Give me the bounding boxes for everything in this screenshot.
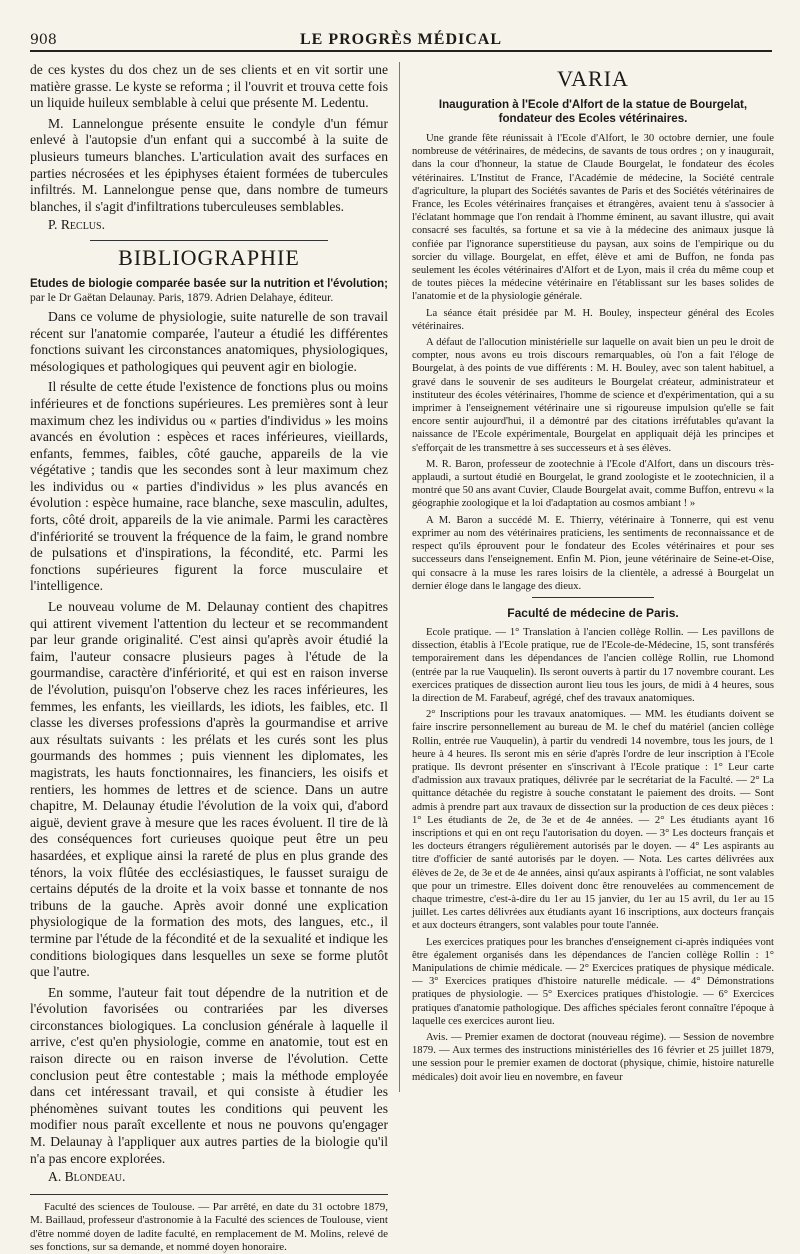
note-toulouse: Faculté des sciences de Toulouse. — Par arrêté, en date du 31 octobre 1879, M. Baillaud, professeur d'astronomie à la Faculté des sciences de Toulouse, vient d'être nommé doyen de ladite faculté, en remplacement de M. Molins, relevé de ses fonctions, sur sa demande, et nommé doyen honoraire. <box>30 1200 388 1254</box>
paragraph-intro: de ces kystes du dos chez un de ses clients et en vit sortir une matière grasse. Le kyste se reforma ; il l'ouvrit et trouva cette fois un liquide huileux semblable à celui que présente M. Ledentu. <box>30 62 388 111</box>
faculte-paragraph-1: Ecole pratique. — 1° Translation à l'ancien collège Rollin. — Les pavillons de dissection, établis à l'Ecole pratique, rue de l'Ecole-de-Médecine, 15, sont transférés temporairement dans les dépendances de l'ancien collège Rollin, rue Lhomond (entrée par la rue Vauquelin). Ils seront ouverts à partir du 17 novembre courant. Les exercices pratiques de dissection auront lieu tous les jours, de midi à 4 heures, sous la direction de M. Farabeuf, agrégé, chef des travaux anatomiques. <box>412 626 774 704</box>
paragraph-lannelongue: M. Lannelongue présente ensuite le condyle d'un fémur enlevé à l'autopsie d'un enfant qui a succombé à la suite de plusieurs tumeurs blanches. L'articulation avait des surfaces en parties nécrosées et les épiphyses étaient formées de tubercules infiltrés. M. Lannelongue pense que, dans nombre de tumeurs blanches, il s'agit d'infiltrations tuberculeuses semblables. <box>30 115 388 214</box>
book-reference <box>30 277 388 305</box>
page-number: 908 <box>30 32 57 48</box>
signature-blondeau: A. Blondeau. <box>48 1169 126 1185</box>
book-title: Etudes de biologie comparée basée sur la nutrition et l'évolution; <box>30 277 388 290</box>
section-title-varia: VARIA <box>557 66 629 91</box>
page-header <box>30 28 772 52</box>
varia-paragraph-5: A M. Baron a succédé M. E. Thierry, vétérinaire à Tonnerre, qui est venu exprimer au nom des vétérinaires praticiens, les sentiments de reconnaissance et de respect qu'ils éprouvent pour le fondateur des Ecoles vétérinaires et pour ses successeurs dans l'enseignement. Enfin M. Pion, jeune vétérinaire de Seine-et-Oise, qui consacre à la muse les rares loisirs de la clientèle, a adressé à Bourgelat un dernier éloge dans le langage des dieux. <box>412 514 774 592</box>
article-divider <box>532 597 654 598</box>
faculte-paragraph-2: 2° Inscriptions pour les travaux anatomiques. — MM. les étudiants doivent se faire inscrire personnellement au bureau de M. le chef du matériel (ancien collège Rollin, entrée rue Vauquelin), à partir du vendredi 14 novembre, tous les jours, de 1 heure à 4 heures. Ils seront mis en série d'après l'ordre de leur inscription à l'Ecole pratique. Ils devront présenter en s'inscrivant à l'Ecole pratique : 1° Leur carte d'admission aux travaux pratiques, délivrée par le secrétariat de la Faculté. — 2° La quittance détachée du registre à souche constatant le paiement des droits. — Sont admis à prendre part aux travaux de dissection sur la production de ces deux pièces : 1° Les étudiants de 2e, de 3e et de 4e années. — 2° Les étudiants ayant 16 inscriptions et qui en ont reçu l'autorisation du doyen. — 3° Les docteurs français et les docteurs étrangers régulièrement autorisés par le doyen. — 4° Les aspirants au titre d'officier de santé autorisés par le doyen. — Nota. Les cartes délivrées aux élèves de 2e, de 3e et de 4e années, ainsi qu'aux aspirants à l'officiat, ne sont valables que pour un trimestre. Elles doivent donc être renouvelées au commencement de chaque trimestre, c'est-à-dire du 1er au 15 janvier, du 1er au 15 avril, du 1er au 15 juillet. Les cartes délivrées aux étudiants ayant 16 inscriptions, aux docteurs français et aux docteurs étrangers, sont valables pour toute l'année. <box>412 709 774 932</box>
review-paragraph-2: Il résulte de cette étude l'existence de fonctions plus ou moins inférieures et de fonctions supérieures. Les premières sont à leur maximum chez les individus ou « parties d'individus » les moins avancés en évolution : espèces et races inférieures, vieillards, enfants, femmes, faibles, côté gauche, appareils de la vie végétative ; tandis que les secondes sont à leur maximum chez les individus ou « parties d'individus » les plus avancés en évolution : espèce humaine, race blanche, sexe masculin, adultes, forts, côté droit, appareils de la vie animale. Parmi les caractères d'infériorité se trouvent la fréquence de la faim, le grand nombre de pulsations et d'inspirations, la fécondité, etc. Parmi les fonctions supérieures figurent la force musculaire et l'intelligence. <box>30 379 388 594</box>
varia-paragraph-3: A défaut de l'allocution ministérielle sur laquelle on avait bien un peu le droit de compter, nous avons eu trois discours remarquables, où l'on a fait l'éloge de Bourgelat, à des points de vue différents : M. H. Bouley, avec son talent habituel, a gravé dans le souvenir de ses auditeurs le Bourgelat créateur, administrateur et instituteur des écoles vétérinaires, l'homme de science et d'expérimentation, qui a su imprimer à l'enseignement vétérinaire une si rigoureuse impulsion qu'elle se fait encore sentir aujourd'hui, il a démontré par des citations irréfutables qu'avant la naissance de l'Ecole expérimentale, Bourgelat en appliquait déjà les principes et s'efforçait de les transmettre à ses successeurs et à ses élèves. <box>412 337 774 454</box>
section-title-bibliographie: BIBLIOGRAPHIE <box>118 244 300 270</box>
article-heading-faculte: Faculté de médecine de Paris. <box>507 605 679 620</box>
faculte-paragraph-3: Les exercices pratiques pour les branches d'enseignement ci-après indiquées vont être également organisés dans les dépendances de l'ancien collège Rollin : 1° Manipulations de chimie médicale. — 2° Exercices pratiques de physique médicale. — 3° Exercices pratiques d'histoire naturelle médicale. — 4° Démonstrations pratiques de physiologie. — 5° Exercices pratiques d'histologie. — 6° Exercices pratiques d'anatomie pathologique. Des affiches spéciales feront connaître l'époque à laquelle ces exercices auront lieu. <box>412 936 774 1027</box>
varia-paragraph-2: La séance était présidée par M. H. Bouley, inspecteur général des Ecoles vétérinaires. <box>412 307 774 332</box>
faculte-paragraph-4: Avis. — Premier examen de doctorat (nouveau régime). — Session de novembre 1879. — Aux termes des instructions ministérielles des 16 février et 25 juillet 1879, une session pour le premier examen de doctorat (physique, chimie, histoire naturelle médicales) doit avoir lieu en novembre, en faveur <box>412 1032 774 1083</box>
article-heading-bourgelat: Inauguration à l'Ecole d'Alfort de la statue de Bourgelat, fondateur des Ecoles vétérinaires. <box>438 98 748 125</box>
signature-reclus: P. Reclus. <box>48 217 105 233</box>
review-paragraph-3: Le nouveau volume de M. Delaunay contient des chapitres qui attirent vivement l'attention du lecteur et se recommandent par leur grande originalité. C'est ainsi qu'après avoir étudié la faim, l'auteur consacre plusieurs pages à l'étude de la gourmandise, caractère d'infériorité, et qui est en raison inverse de l'évolution, puisqu'on l'observe chez les races inférieures, les femmes, les enfants, les vieillards, les idiots, les faibles, etc. Il classe les diverses professions d'après la gourmandise et arrive aux résultats suivants : les prélats et les curés sont les plus gourmands des hommes ; puis viennent les diplomates, les magistrats, les hauts fonctionnaires, les financiers, les oisifs et rentiers, les hommes de lettres et de science. Dans un autre chapitre, M. Delaunay étudie l'évolution de la voix qui, d'abord aiguë, devient grave à mesure que les races évoluent. Il tire de là des conséquences fort curieuses quoique peut être un peu hasardées, et explique ainsi la rareté de plus en plus grande des ténors, la voix flûtée des ecclésiastiques, le fausset suraigu de certains députés de la droite et la voix basse et tonnante de nos tribuns de la gauche. Après avoir donné une explication physiologique de la formation des mots, des langues, etc., il termine par l'étude de la fécondité et de la sexualité et indique les conditions biologiques dans lesquelles un sexe se forme plutôt que l'autre. <box>30 599 388 980</box>
book-details: par le Dr Gaëtan Delaunay. Paris, 1879. Adrien Delahaye, éditeur. <box>30 291 334 304</box>
review-paragraph-1: Dans ce volume de physiologie, suite naturelle de son travail récent sur l'anatomie comparée, l'auteur a étudié les différentes fonctions suivant les circonstances anatomiques, physiologiques, mésologiques et pathologiques qui peuvent agir en biologie. <box>30 308 388 374</box>
left-column <box>30 62 388 1254</box>
section-divider <box>90 240 328 241</box>
varia-paragraph-4: M. R. Baron, professeur de zootechnie à l'Ecole d'Alfort, dans un discours très-applaudi, a surtout étudié en Bourgelat, le grand zoologiste et le zootechnicien, il a montré que 50 ans avant Cuvier, Claude Bourgelat avait, comme Buffon, entrevu « la géographie zoologique et la loi d'adaptation au cosmos ambiant ! » <box>412 458 774 510</box>
right-column <box>412 62 774 1112</box>
note-divider <box>30 1194 388 1195</box>
column-divider <box>399 62 400 1092</box>
review-paragraph-4: En somme, l'auteur fait tout dépendre de la nutrition et de l'évolution favorisées ou contrariées par les diverses circonstances biologiques. La conclusion générale à laquelle il arrive, c'est qu'en physiologie, comme en anatomie, tout est en raison directe ou en raison inverse de l'évolution. Cette conclusion peut être contestable ; mais la méthode employée dans cet intéressant travail, et qui consiste à étudier les phénomènes suivant toutes les conditions qui peuvent les modifier nous paraît excellente et nous ne pouvons qu'engager M. Delaunay à l'appliquer aux autres parties de la biologie qu'il n'a pas encore explorées. <box>30 984 388 1166</box>
journal-title: LE PROGRÈS MÉDICAL <box>299 31 503 48</box>
varia-paragraph-1: Une grande fête réunissait à l'Ecole d'Alfort, le 30 octobre dernier, une foule nombreuse de vétérinaires, de médecins, de savants de tous ordres ; on y inaugurait, dans la cour d'honneur, la statue de Claude Bourgelat, le fondateur des écoles vétérinaires. L'Institut de France, l'Académie de médecine, la Société centrale d'agriculture, la plupart des Sociétés savantes de Paris et des Sociétés vétérinaires de France, les Ecoles vétérinaires françaises et étrangères, avaient tenu à s'associer à l'éclatant hommage que l'on rendait à l'homme éminent, au savant illustre, qui avait consacré ses facultés, sa fortune et sa vie à la médecine des animaux jusque là confiée par l'ignorance superstitieuse du paysan, aux soins de l'empirique ou du sorcier du village. Bourgelat, en effet, élève et ami de Buffon, ne fonda pas seulement les écoles vétérinaires d'Alfort et de Lyon, mais il créa du même coup et de toutes pièces la médecine vétérinaire en l'établissant sur les bases solides de l'anatomie et de la physiologie générale. <box>412 133 774 303</box>
